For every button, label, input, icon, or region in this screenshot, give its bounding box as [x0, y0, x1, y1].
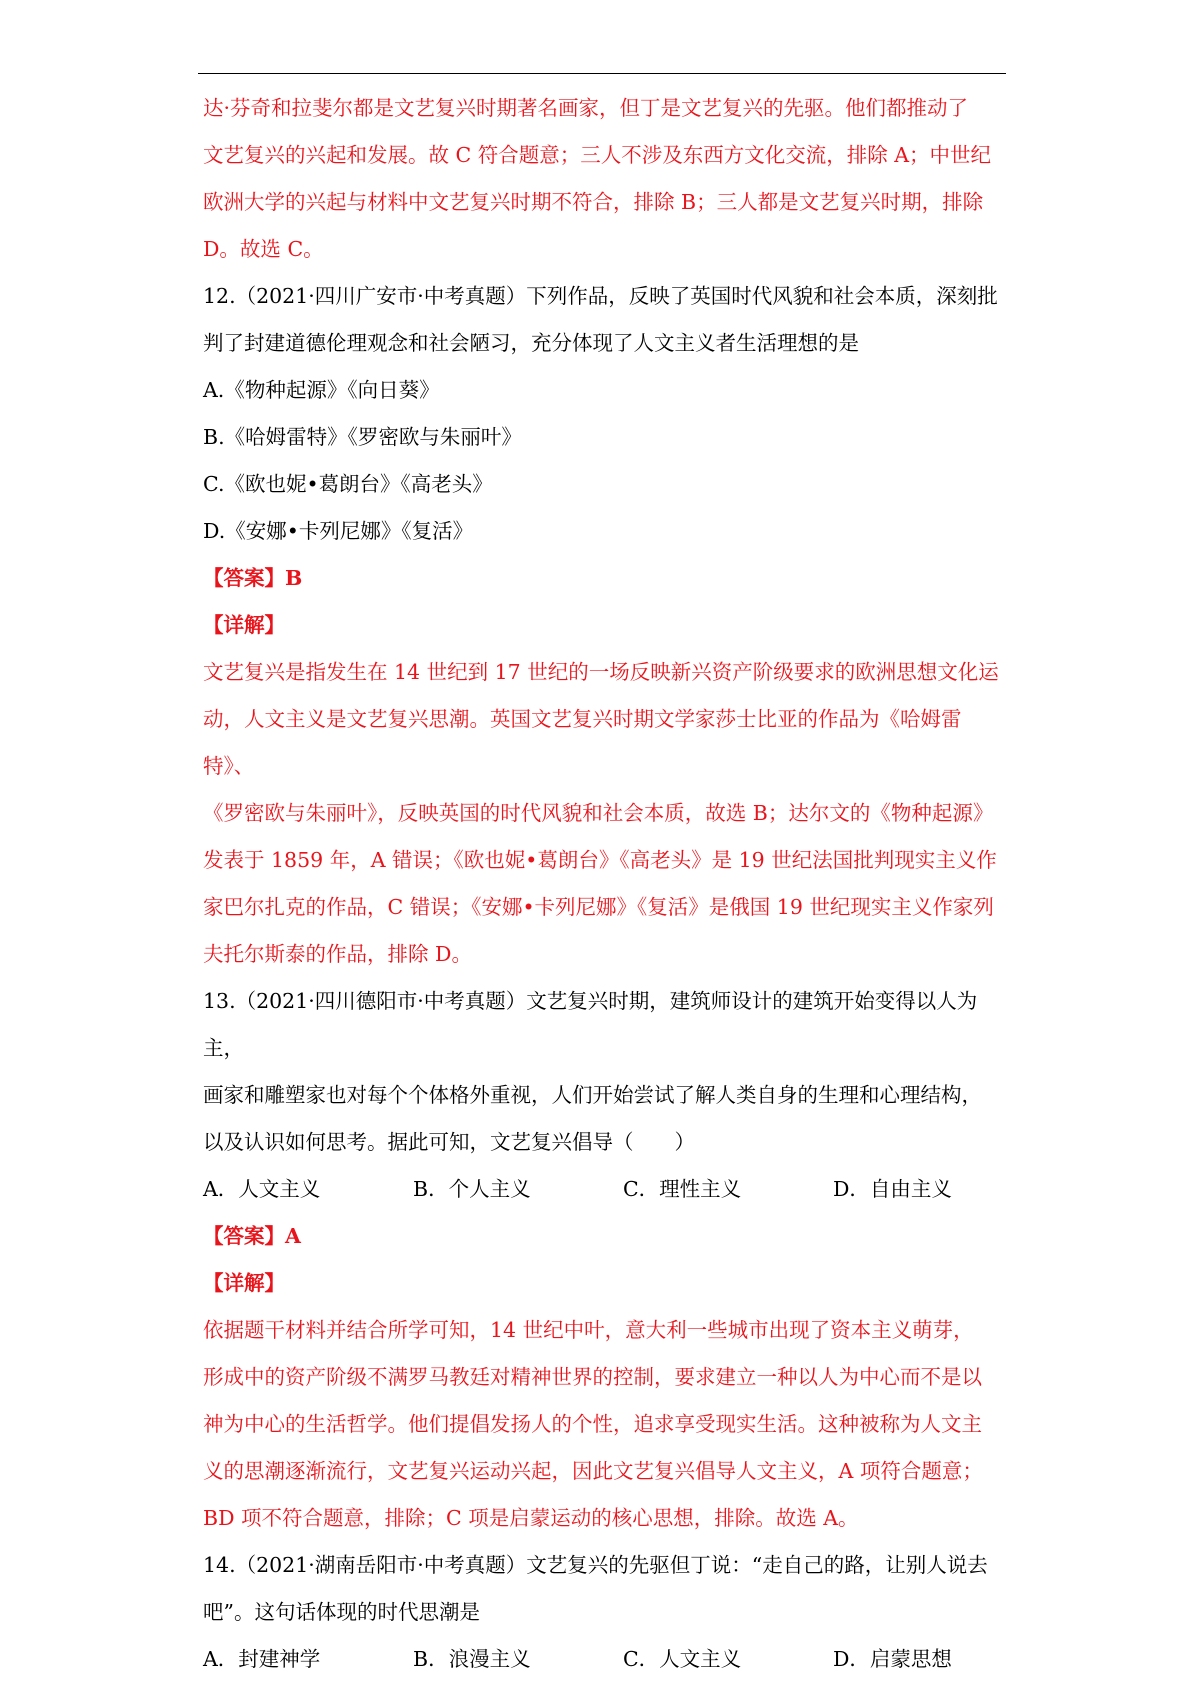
explanation-line: 神为中心的生活哲学。他们提倡发扬人的个性，追求享受现实生活。这种被称为人文主 [203, 1412, 982, 1436]
option-a: A.《物种起源》《向日葵》 [203, 378, 440, 402]
document-body [203, 85, 1003, 1683]
explanation-line: 家巴尔扎克的作品，C 错误；《安娜•卡列尼娜》《复活》是俄国 19 世纪现实主义作家列 [203, 895, 994, 919]
option-d: D．自由主义 [833, 1177, 952, 1201]
detail-label: 【详解】 [203, 613, 285, 637]
option-a: A．封建神学 [203, 1647, 321, 1671]
question-14 [203, 1542, 1003, 1683]
option-b: B.《哈姆雷特》《罗密欧与朱丽叶》 [203, 425, 522, 449]
question-stem-line: 13.（2021·四川德阳市·中考真题）文艺复兴时期，建筑师设计的建筑开始变得以人为主， [203, 989, 978, 1060]
explanation-line: 形成中的资产阶级不满罗马教廷对精神世界的控制，要求建立一种以人为中心而不是以 [203, 1365, 982, 1389]
explanation-line: 达·芬奇和拉斐尔都是文艺复兴时期著名画家，但丁是文艺复兴的先驱。他们都推动了 [203, 96, 969, 120]
prev-explanation [203, 85, 1003, 273]
question-stem-line: 吧”。这句话体现的时代思潮是 [203, 1600, 480, 1624]
option-c: C．理性主义 [623, 1177, 742, 1201]
option-d: D．启蒙思想 [833, 1647, 952, 1671]
option-c: C.《欧也妮•葛朗台》《高老头》 [203, 472, 493, 496]
option-a: A．人文主义 [203, 1177, 321, 1201]
explanation-line: 义的思潮逐渐流行，文艺复兴运动兴起，因此文艺复兴倡导人文主义，A 项符合题意； [203, 1459, 983, 1483]
explanation-line: 发表于 1859 年，A 错误；《欧也妮•葛朗台》《高老头》是 19 世纪法国批判现实主义作 [203, 848, 997, 872]
question-stem-line: 以及认识如何思考。据此可知，文艺复兴倡导（ ） [203, 1130, 695, 1154]
explanation-line: 文艺复兴的兴起和发展。故 C 符合题意；三人不涉及东西方文化交流，排除 A；中世纪 [203, 143, 992, 167]
options-row [203, 1636, 1003, 1683]
explanation-line: 欧洲大学的兴起与材料中文艺复兴时期不符合，排除 B；三人都是文艺复兴时期，排除 [203, 190, 984, 214]
explanation-line: 依据题干材料并结合所学可知，14 世纪中叶，意大利一些城市出现了资本主义萌芽， [203, 1318, 974, 1342]
answer-label: 【答案】A [203, 1224, 301, 1248]
question-stem-line: 12.（2021·四川广安市·中考真题）下列作品，反映了英国时代风貌和社会本质，深刻批 [203, 284, 998, 308]
question-stem-line: 画家和雕塑家也对每个个体格外重视，人们开始尝试了解人类自身的生理和心理结构， [203, 1083, 982, 1107]
options-row [203, 1166, 1003, 1213]
option-b: B．浪漫主义 [413, 1647, 531, 1671]
option-c: C．人文主义 [623, 1647, 742, 1671]
question-13 [203, 978, 1003, 1542]
detail-label: 【详解】 [203, 1271, 285, 1295]
answer-label: 【答案】B [203, 566, 303, 590]
explanation-line: D。故选 C。 [203, 237, 324, 261]
header-rule [198, 73, 1006, 74]
option-d: D.《安娜•卡列尼娜》《复活》 [203, 519, 474, 543]
explanation-line: 夫托尔斯泰的作品，排除 D。 [203, 942, 472, 966]
question-stem-line: 14.（2021·湖南岳阳市·中考真题）文艺复兴的先驱但丁说：“走自己的路，让别人说去 [203, 1553, 988, 1577]
explanation-line: BD 项不符合题意，排除；C 项是启蒙运动的核心思想，排除。故选 A。 [203, 1506, 859, 1530]
explanation-line: 动，人文主义是文艺复兴思潮。英国文艺复兴时期文学家莎士比亚的作品为《哈姆雷特》、 [203, 707, 962, 778]
option-b: B．个人主义 [413, 1177, 531, 1201]
question-stem-line: 判了封建道德伦理观念和社会陋习，充分体现了人文主义者生活理想的是 [203, 331, 859, 355]
question-12 [203, 273, 1003, 978]
explanation-line: 文艺复兴是指发生在 14 世纪到 17 世纪的一场反映新兴资产阶级要求的欧洲思想文化运 [203, 660, 999, 684]
explanation-line: 《罗密欧与朱丽叶》，反映英国的时代风貌和社会本质，故选 B；达尔文的《物种起源》 [203, 801, 994, 825]
